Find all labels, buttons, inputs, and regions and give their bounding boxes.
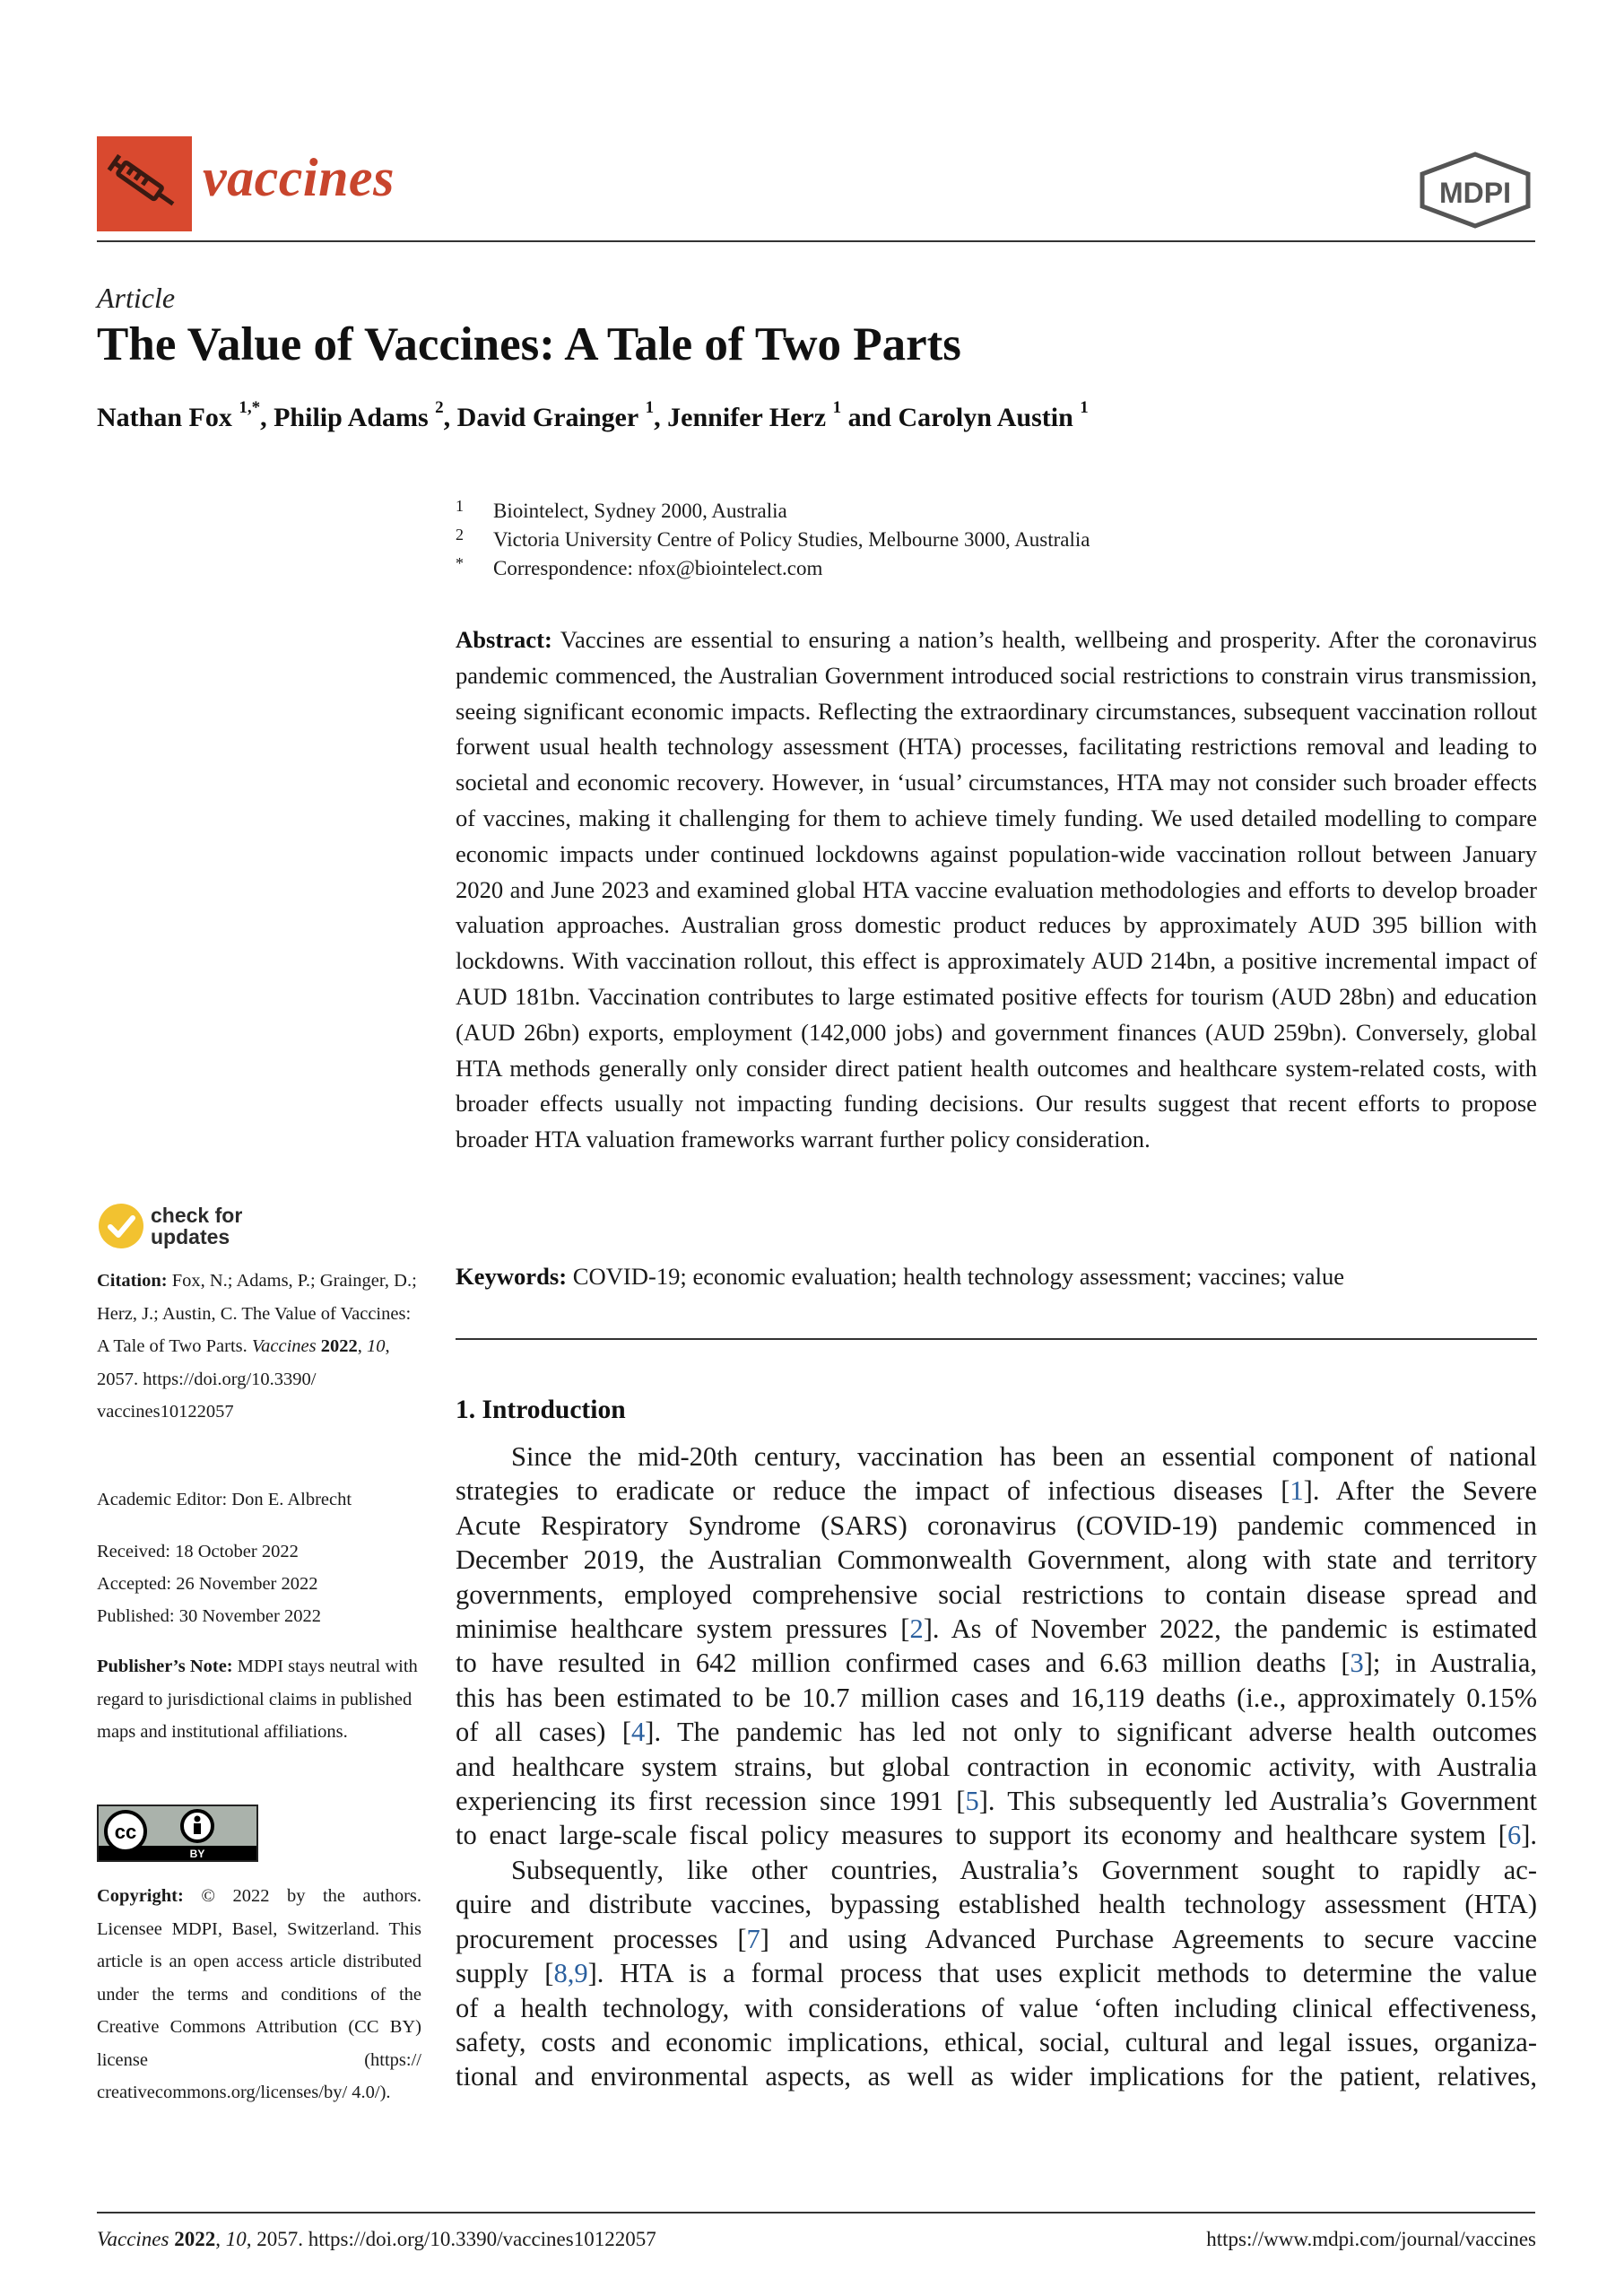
paragraph-line xyxy=(456,1991,1537,2025)
keywords-label: Keywords: xyxy=(456,1263,568,1290)
affiliation-item xyxy=(456,556,822,581)
accepted-date: Accepted: 26 November 2022 xyxy=(97,1574,318,1594)
paragraph-text: this has been estimated to be 10.7 million cases and 16,119 deaths (i.e., approximately 0.15% xyxy=(456,1682,1537,1713)
cc-by-license-icon[interactable] xyxy=(97,1805,258,1862)
header-rule xyxy=(97,240,1535,242)
footer-year: 2022 xyxy=(174,2228,216,2250)
keywords xyxy=(456,1259,1537,1295)
reference-link[interactable]: 6 xyxy=(1507,1820,1522,1851)
paragraph-text: supply [ xyxy=(456,1958,554,1989)
published-date: Published: 30 November 2022 xyxy=(97,1606,321,1626)
affiliation-item xyxy=(456,527,1090,552)
paragraph-text: ]; in Australia, xyxy=(1363,1648,1537,1679)
paragraph-text: ]. This subsequently led Australia’s Government xyxy=(978,1786,1537,1817)
paragraph-text: to enact large-scale fiscal policy measures to support its economy and healthcare system [ xyxy=(456,1820,1507,1851)
paragraph-line xyxy=(456,1853,1537,1887)
citation-text: Fox, N.; Adams, P.; Grainger, D.; Herz, J.; Austin, C. The Value of Vaccines: A Tale of Two Parts. xyxy=(97,1271,417,1356)
paragraph-text: minimise healthcare system pressures [ xyxy=(456,1613,910,1645)
reference-link[interactable]: 3 xyxy=(1350,1648,1364,1679)
paragraph-text: of a health technology, with considerations of value ‘often including clinical effectiveness, xyxy=(456,1992,1537,2023)
intro-paragraph-1 xyxy=(456,1439,1537,1853)
page-title: The Value of Vaccines: A Tale of Two Parts xyxy=(97,318,961,370)
paragraph-text: ]. xyxy=(1521,1820,1537,1851)
paragraph-line xyxy=(456,2025,1537,2059)
author-name: Jennifer Herz xyxy=(667,403,827,432)
author-name: Carolyn Austin xyxy=(898,403,1073,432)
copyright-text: © 2022 by the authors. Licensee MDPI, Basel, Switzerland. This article is an open access article distributed under the terms and conditions of the Creative Commons Attribution (CC BY) license (https:// creativecommons.org/licenses/by/ 4.0/). xyxy=(97,1886,422,2102)
abstract-text: Vaccines are essential to ensuring a nation’s health, wellbeing and prosperity. After the coronavirus pandemic commenced, the Australian Government introduced social restrictions to constrain virus transmission, seeing significant economic impacts. Reflecting the extraordinary circumstances, subsequent vaccination rollout forwent usual health technology assessment (HTA) processes, facilitating restrictions removal and leading to societal and economic recovery. However, in ‘usual’ circumstances, HTA may not consider such broader effects of vaccines, making it challenging for them to achieve timely funding. We used detailed modelling to compare economic impacts under continued lockdowns against population-wide vaccination rollout between January 2020 and June 2023 and examined global HTA vaccine evaluation methodologies and efforts to develop broader valuation approaches. Australian gross domestic product reduces by approximately AUD 395 billion with lockdowns. With vaccination rollout, this effect is approximately AUD 214bn, a positive incremental impact of AUD 181bn. Vaccination contributes to large estimated positive effects for tourism (AUD 28bn) and education (AUD 26bn) exports, employment (142,000 jobs) and government finances (AUD 259bn). Conversely, global HTA methods generally only consider direct patient health outcomes and healthcare system-related costs, with broader effects usually not impacting funding decisions. Our results suggest that recent efforts to propose broader HTA valuation frameworks warrant further policy consideration. xyxy=(456,626,1537,1153)
author-name: David Grainger xyxy=(456,403,639,432)
paragraph-line xyxy=(456,1474,1537,1508)
author-affiliation-mark: 1 xyxy=(645,398,655,417)
author-affiliation-mark: 1 xyxy=(1080,398,1089,417)
affiliation-mark: 1 xyxy=(456,497,464,515)
svg-text:cc: cc xyxy=(114,1821,137,1843)
intro-paragraph-2 xyxy=(456,1853,1537,2094)
footer-citation: Vaccines 2022, 10, 2057. https://doi.org/10.3390/vaccines10122057 xyxy=(97,2228,656,2250)
mdpi-logo-icon xyxy=(1415,151,1535,234)
check-for-updates-label[interactable] xyxy=(151,1205,242,1248)
citation-block: Citation: Fox, N.; Adams, P.; Grainger, D.; Herz, J.; Austin, C. The Value of Vaccines: A Tale of Two Parts. Vaccines 2022, 10, 2057. https://doi.org/10.3390/ vaccines10122057 xyxy=(97,1271,417,1422)
author-separator: , xyxy=(654,403,668,432)
paragraph-line xyxy=(456,1439,1537,1474)
reference-link[interactable]: 4 xyxy=(631,1717,646,1748)
paragraph-line xyxy=(456,1543,1537,1577)
section-heading: 1. Introduction xyxy=(456,1396,626,1424)
author-separator: , xyxy=(260,403,274,432)
article-type: Article xyxy=(97,282,176,314)
affiliation-text: Victoria University Centre of Policy Studies, Melbourne 3000, Australia xyxy=(493,528,1090,551)
paragraph-text: to have resulted in 642 million confirmed cases and 6.63 million deaths [ xyxy=(456,1648,1350,1679)
paragraph-text: December 2019, the Australian Commonwealth Government, along with state and territory xyxy=(456,1544,1537,1576)
footer-journal-url[interactable]: https://www.mdpi.com/journal/vaccines xyxy=(1206,2228,1536,2250)
check-updates-line: updates xyxy=(151,1225,230,1248)
mdpi-logo-text: MDPI xyxy=(1439,177,1511,209)
paragraph-text: ] and using Advanced Purchase Agreements to secure vaccine xyxy=(760,1923,1537,1954)
paragraph-line xyxy=(456,1784,1537,1818)
author-affiliation-mark: 2 xyxy=(435,398,444,417)
author-list xyxy=(97,398,1089,434)
paragraph-text: experiencing its first recession since 1991 [ xyxy=(456,1786,966,1817)
copyright-block xyxy=(97,1880,421,2109)
academic-editor: Academic Editor: Don E. Albrecht xyxy=(97,1490,352,1509)
abstract-label: Abstract: xyxy=(456,626,552,653)
publisher-note-text: MDPI stays neutral with regard to jurisdictional claims in published maps and institutional affiliations. xyxy=(97,1657,418,1742)
author-affiliation-mark: 1,* xyxy=(239,398,261,417)
affiliation-mark: * xyxy=(456,554,464,572)
syringe-icon xyxy=(97,136,192,231)
paragraph-line xyxy=(456,2059,1537,2093)
paragraph-text: ]. As of November 2022, the pandemic is estimated xyxy=(923,1613,1537,1645)
footer-doi-link[interactable]: , 2057. https://doi.org/10.3390/vaccines10122057 xyxy=(246,2228,656,2250)
author-separator: , xyxy=(443,403,457,432)
copyright-label: Copyright: xyxy=(97,1886,184,1906)
paragraph-line xyxy=(456,1681,1537,1715)
author-name: Philip Adams xyxy=(274,403,429,432)
check-updates-line: check for xyxy=(151,1204,243,1227)
section-divider xyxy=(456,1338,1537,1340)
keywords-text: COVID-19; economic evaluation; health technology assessment; vaccines; value xyxy=(572,1263,1345,1290)
paragraph-text: ]. After the Severe xyxy=(1303,1475,1537,1507)
paragraph-text: governments, employed comprehensive social restrictions to contain disease spread and xyxy=(456,1578,1537,1610)
affiliation-text: Biointelect, Sydney 2000, Australia xyxy=(493,500,787,522)
correspondence-text[interactable]: Correspondence: nfox@biointelect.com xyxy=(493,557,823,579)
reference-link[interactable]: 5 xyxy=(965,1786,979,1817)
paragraph-line xyxy=(456,1509,1537,1543)
publisher-note xyxy=(97,1650,421,1749)
paragraph-line xyxy=(456,1922,1537,1956)
paragraph-text: safety, costs and economic implications, ethical, social, cultural and legal issues, organiza- xyxy=(456,2027,1537,2058)
publisher-note-label: Publisher’s Note: xyxy=(97,1657,233,1676)
received-date: Received: 18 October 2022 xyxy=(97,1542,299,1561)
paragraph-line xyxy=(456,1646,1537,1680)
paragraph-text: tional and environmental aspects, as well as wider implications for the patient, relatives, xyxy=(456,2061,1537,2092)
abstract xyxy=(456,622,1537,1158)
footer-journal: Vaccines xyxy=(97,2228,169,2250)
paragraph-text: procurement processes [ xyxy=(456,1923,747,1954)
footer-volume: 10 xyxy=(225,2228,247,2250)
paragraph-text: quire and distribute vaccines, bypassing established health technology assessment (HTA) xyxy=(456,1889,1537,1920)
paragraph-text: strategies to eradicate or reduce the impact of infectious diseases [ xyxy=(456,1475,1290,1507)
paragraph-line xyxy=(456,1956,1537,1990)
citation-label: Citation: xyxy=(97,1271,168,1291)
paragraph-line xyxy=(456,1578,1537,1612)
paragraph-text: ]. HTA is a formal process that uses explicit methods to determine the value xyxy=(587,1958,1537,1989)
affiliation-mark: 2 xyxy=(456,526,464,544)
paragraph-line xyxy=(456,1750,1537,1784)
paragraph-line xyxy=(456,1612,1537,1646)
affiliation-item xyxy=(456,499,787,524)
reference-link[interactable]: 2 xyxy=(909,1613,924,1645)
paragraph-text: ]. The pandemic has led not only to significant adverse health outcomes xyxy=(645,1717,1537,1748)
paragraph-line xyxy=(456,1887,1537,1921)
paragraph-line xyxy=(456,1818,1537,1852)
paragraph-text: Since the mid-20th century, vaccination has been an essential component of national xyxy=(511,1441,1537,1472)
journal-name: vaccines xyxy=(203,148,395,207)
paragraph-text: and healthcare system strains, but global contraction in economic activity, with Australia xyxy=(456,1751,1537,1782)
journal-logo-icon xyxy=(97,136,192,231)
paragraph-text: Subsequently, like other countries, Australia’s Government sought to rapidly ac- xyxy=(511,1855,1537,1885)
paragraph-text: of all cases) [ xyxy=(456,1717,632,1748)
cc-badge-text: BY xyxy=(189,1848,205,1860)
author-name: Nathan Fox xyxy=(97,403,232,432)
author-affiliation-mark: 1 xyxy=(832,398,842,417)
author-separator: and xyxy=(841,403,899,432)
footer-rule xyxy=(97,2212,1535,2213)
reference-link[interactable]: 8,9 xyxy=(553,1958,588,1989)
citation-volume: 10 xyxy=(367,1336,386,1356)
citation-journal: Vaccines xyxy=(251,1336,317,1356)
reference-link[interactable]: 1 xyxy=(1290,1475,1304,1507)
paragraph-text: Acute Respiratory Syndrome (SARS) coronavirus (COVID-19) pandemic commenced in xyxy=(456,1509,1537,1541)
check-for-updates-icon[interactable] xyxy=(97,1202,145,1255)
citation-doi-link[interactable]: , 2057. https://doi.org/10.3390/ vaccines10122057 xyxy=(97,1336,390,1422)
paragraph-line xyxy=(456,1715,1537,1749)
citation-year: 2022 xyxy=(320,1336,358,1356)
reference-link[interactable]: 7 xyxy=(746,1923,760,1954)
